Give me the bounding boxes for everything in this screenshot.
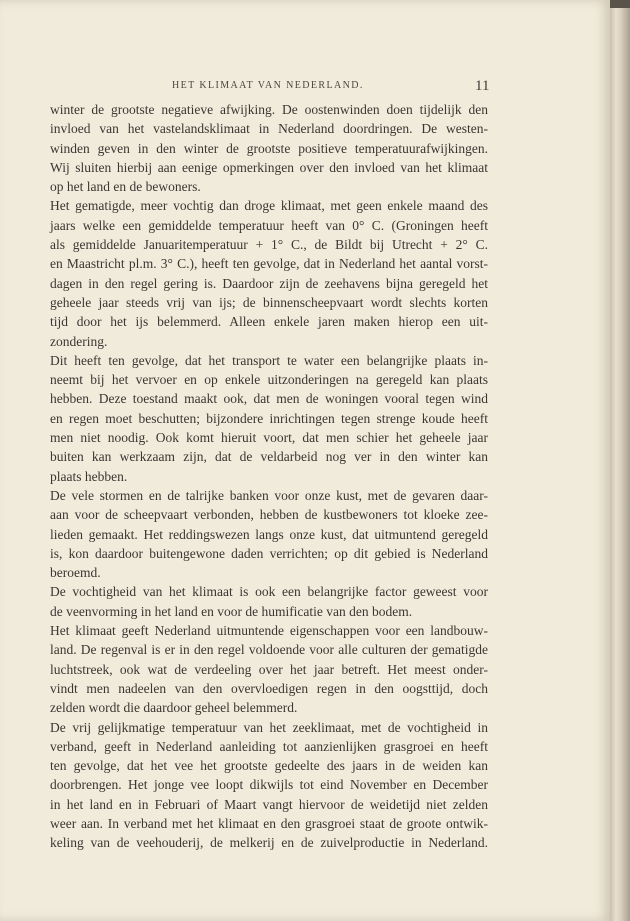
text-line: geheele jaar steeds vrij van ijs; de binnenscheepvaart wordt slechts korten [50, 294, 488, 310]
text-line: weer aan. In verband met het klimaat en den grasgroei staat de groote ontwik- [50, 815, 488, 831]
text-line: Dit heeft ten gevolge, dat het transport te water een belangrijke plaats in- [50, 352, 488, 368]
text-line: luchtstreek, ook wat de verdeeling over het jaar betreft. Het meest onder- [50, 661, 488, 677]
text-line: zelden wordt die daardoor geheel belemmerd. [50, 700, 298, 716]
text-line: in het land en in Februari of Maart vangt hiervoor de weidetijd niet zelden [50, 796, 488, 812]
text-line: lieden gemaakt. Het reddingswezen langs onze kust, dat uitmuntend geregeld [50, 526, 488, 542]
text-line: zondering. [50, 333, 108, 349]
text-line: jaars welke een gemiddelde temperatuur heeft van 0° C. (Groningen heeft [50, 217, 488, 233]
text-line: doorbrengen. Het jonge vee loopt dikwijls tot eind November en December [50, 777, 488, 793]
text-line: De vrij gelijkmatige temperatuur van het zeeklimaat, met de vochtigheid in [50, 719, 488, 735]
text-line: plaats hebben. [50, 468, 128, 484]
text-line: Het klimaat geeft Nederland uitmuntende eigenschappen voor een landbouw- [50, 623, 488, 639]
text-line: tijd door het ijs belemmerd. Alleen enkele jaren maken hierop een uit- [50, 314, 488, 330]
text-line: Wij sluiten hierbij aan eenige opmerkingen over den invloed van het klimaat [50, 159, 488, 175]
text-line: men niet noodig. Ook komt hieruit voort, dat men schier het geheele jaar [50, 430, 488, 446]
text-line: land. De regenval is er in den regel voldoende voor alle culturen der gematigde [50, 642, 488, 658]
text-line: vindt men nadeelen van den overvloedigen regen in den oogsttijd, doch [50, 680, 488, 696]
text-line: en Maastricht pl.m. 3° C.), heeft ten gevolge, dat in Nederland het aantal vorst- [50, 256, 488, 272]
text-line: ten gevolge, dat het vee het grootste gedeelte des jaars in de weiden kan [50, 758, 488, 774]
text-line: verband, geeft in Nederland aanleiding tot aanzienlijken grasgroei en heeft [50, 738, 488, 754]
text-line: winden geven in den winter de grootste positieve temperatuurafwijkingen. [50, 140, 488, 156]
text-line: invloed van het vastelandsklimaat in Nederland doordringen. De westen- [50, 121, 488, 137]
text-line: keling van de veehouderij, de melkerij en de zuivelproductie in Nederland. [50, 835, 488, 851]
text-line: dagen in den regel gering is. Daardoor zijn de zeehavens bijna geregeld het [50, 275, 488, 291]
running-title: HET KLIMAAT VAN NEDERLAND. [172, 80, 364, 91]
text-line: aan voor de scheepvaart verbonden, hebben de kustbewoners tot kloeke zee- [50, 507, 488, 523]
text-line: De vele stormen en de talrijke banken voor onze kust, met de gevaren daar- [50, 487, 488, 503]
page-number: 11 [475, 78, 490, 94]
text-line: op het land en de bewoners. [50, 179, 201, 195]
text-line: beroemd. [50, 565, 101, 581]
text-line: winter de grootste negatieve afwijking. De oostenwinden doen tijdelijk den [50, 102, 488, 117]
text-line: Het gematigde, meer vochtig dan droge klimaat, met geen enkele maand des [50, 198, 488, 214]
body-text [50, 100, 488, 853]
text-line: is, kon daardoor buitengewone daden verrichten; op dit gebied is Nederland [50, 545, 488, 561]
page-header [0, 76, 610, 96]
text-line: hebben. Deze toestand maakt ook, dat men de woningen vooral tegen wind [50, 391, 488, 407]
page-edge [610, 8, 630, 921]
text-line: en regen moet beschutten; bijzondere inrichtingen tegen strenge koude heeft [50, 410, 488, 426]
text-line: neemt bij het vervoer en op enkele uitzonderingen na geregeld kan plaats [50, 372, 488, 388]
text-line: buiten kan werkzaam zijn, dat de veldarbeid nog ver in den winter kan [50, 449, 488, 465]
text-line: de veenvorming in het land en voor de humificatie van den bodem. [50, 603, 413, 619]
text-line: als gemiddelde Januaritemperatuur + 1° C., de Bildt bij Utrecht + 2° C. [50, 237, 488, 253]
text-line: De vochtigheid van het klimaat is ook een belangrijke factor geweest voor [50, 584, 488, 600]
